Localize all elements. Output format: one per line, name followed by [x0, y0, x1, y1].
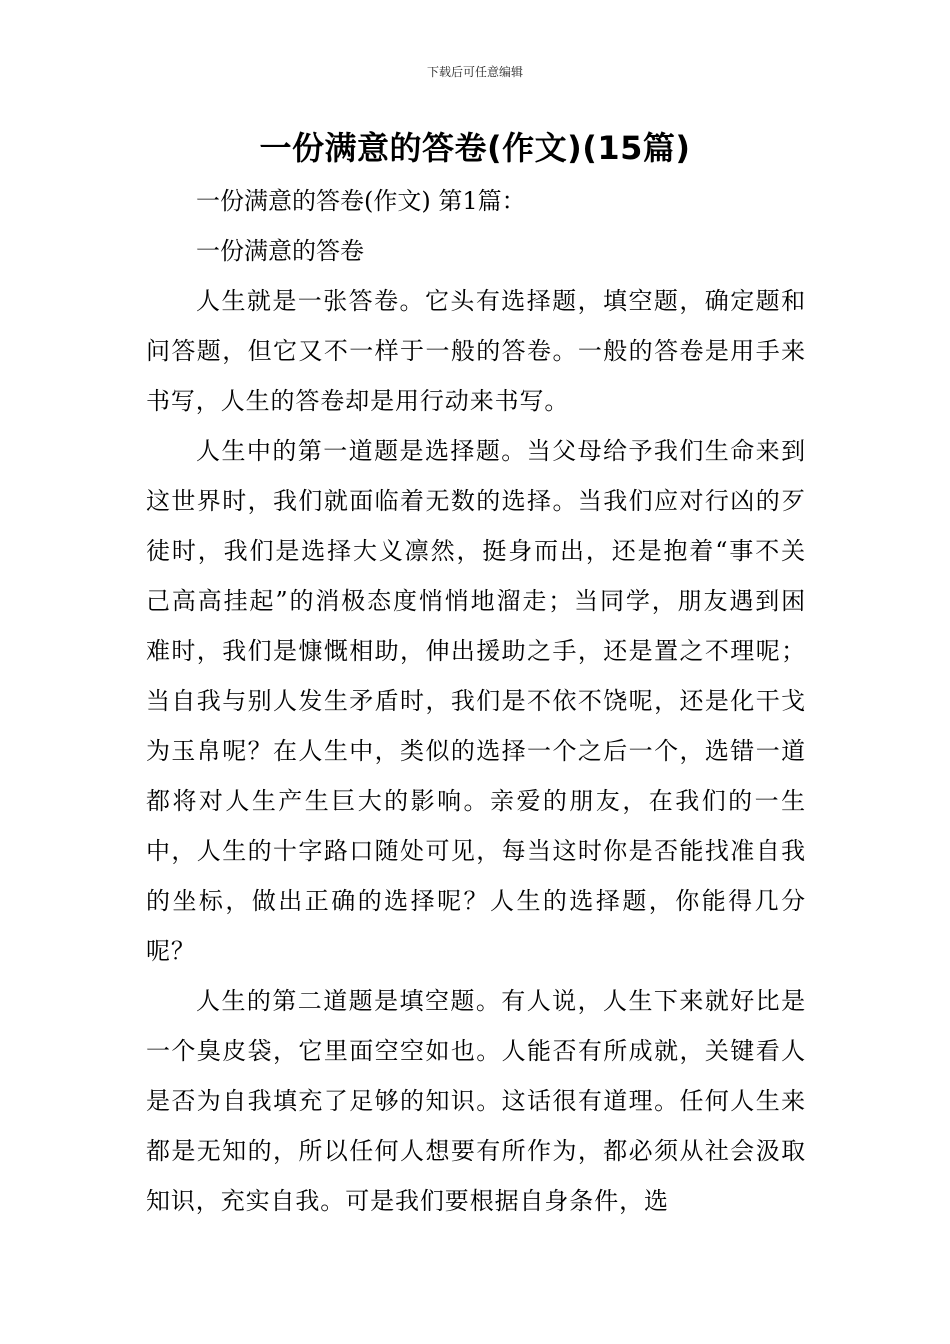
paragraph-2: 人生中的第一道题是选择题。当父母给予我们生命来到这世界时，我们就面临着无数的选择。当我们应对行凶的歹徒时，我们是选择大义凛然，挺身而出，还是抱着“事不关己高高挂起”的消极态度悄悄地溜走；当同学，朋友遇到困难时，我们是慷慨相助，伸出援助之手，还是置之不理呢；当自我与别人发生矛盾时，我们是不依不饶呢，还是化干戈为玉帛呢？在人生中，类似的选择一个之后一个，选错一道都将对人生产生巨大的影响。亲爱的朋友，在我们的一生中，人生的十字路口随处可见，每当这时你是否能找准自我的坐标，做出正确的选择呢？人生的选择题，你能得几分呢？: [146, 437, 806, 965]
essay-title: 一份满意的答卷: [196, 237, 364, 265]
paragraph-1: 人生就是一张答卷。它头有选择题，填空题，确定题和问答题，但它又不一样于一般的答卷。一般的答卷是用手来书写，人生的答卷却是用行动来书写。: [146, 287, 806, 415]
document-title: 一份满意的答卷(作文)(15篇): [259, 129, 691, 167]
document-body: [146, 176, 806, 1226]
page-header: 下载后可任意编辑: [426, 65, 523, 79]
paragraph-3: 人生的第二道题是填空题。有人说，人生下来就好比是一个臭皮袋，它里面空空如也。人能否有所成就，关键看人是否为自我填充了足够的知识。这话很有道理。任何人生来都是无知的，所以任何人想要有所作为，都必须从社会汲取知识，充实自我。可是我们要根据自身条件，选: [146, 987, 806, 1215]
essay-subheading: 一份满意的答卷(作文) 第1篇：: [196, 187, 526, 215]
